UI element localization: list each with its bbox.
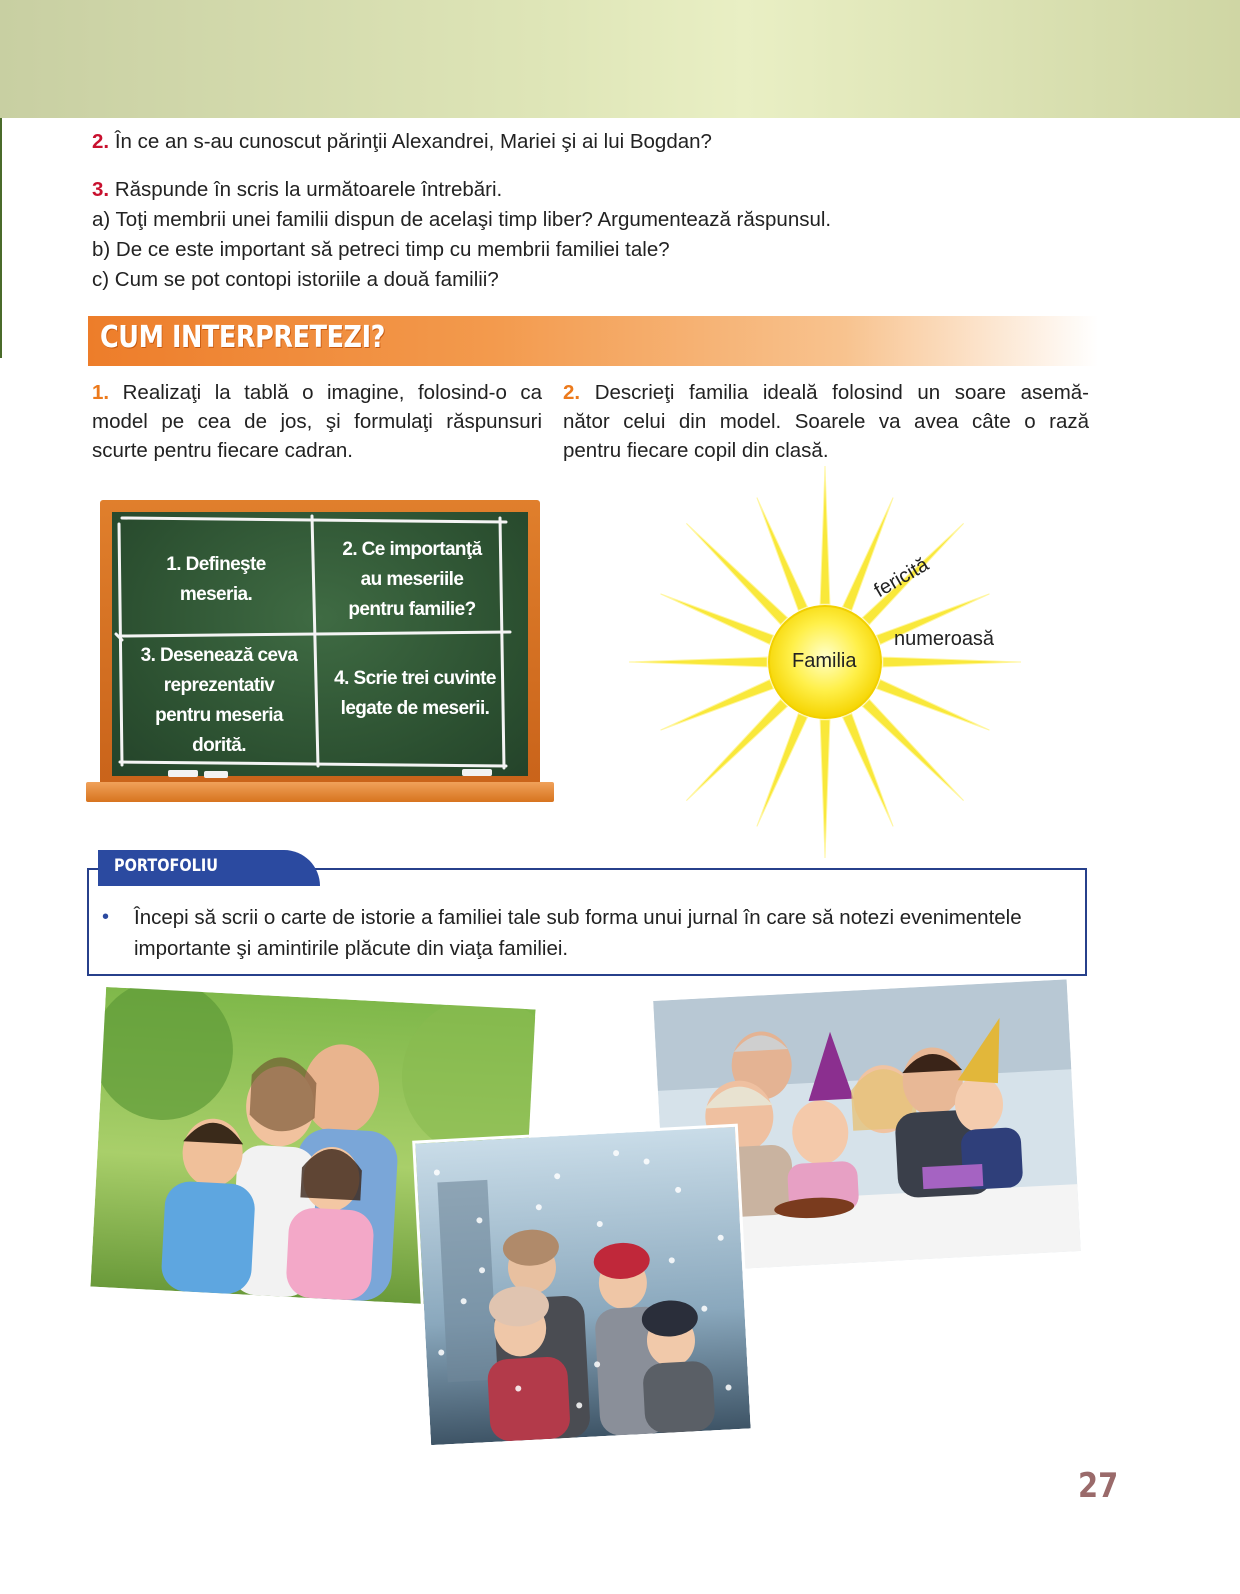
sun-diagram: [620, 460, 1030, 860]
question-3: [92, 175, 502, 205]
board-cell-3: [126, 641, 312, 761]
sun-ray-label-1: fericită: [870, 553, 933, 603]
photo-family-winter-image: [415, 1127, 750, 1445]
margin-rule: [0, 118, 2, 358]
sun-ray: [757, 714, 808, 827]
question-3c: c) Cum se pot contopi istoriile a două familii?: [92, 268, 499, 291]
exercise-1-number: 1.: [92, 381, 110, 404]
portfolio-line-1: Începi să scrii o carte de istorie a familiei tale sub forma unui jurnal în care să notezi evenimentele: [134, 906, 1022, 929]
sun-ray: [877, 680, 990, 731]
bullet-icon: •: [102, 906, 110, 928]
board-cell-2-line: au meseriile: [360, 569, 464, 590]
exercise-2-line-3: pentru fiecare copil din clasă.: [563, 439, 829, 462]
board-cell-4: [322, 664, 508, 724]
sun-ray: [820, 720, 830, 858]
question-3-number: 3.: [92, 178, 110, 201]
sun-ray: [629, 657, 767, 667]
sun-ray: [661, 680, 774, 731]
chalk-piece: [168, 770, 198, 777]
sun-ray: [757, 498, 808, 611]
board-cell-1-line: 1. Defineşte: [166, 554, 266, 575]
question-3a: a) Toţi membrii unei familii dispun de acelaşi timp liber? Argumentează răspunsul.: [92, 208, 832, 231]
sun-ray: [883, 657, 1021, 667]
portfolio-tab: [98, 850, 320, 886]
board-cell-4-line: 4. Scrie trei cuvinte: [334, 668, 496, 689]
sun-ray: [820, 466, 830, 604]
question-3b: b) De ce este important să petreci timp cu membrii familiei tale?: [92, 238, 670, 261]
sun-ray: [661, 594, 774, 645]
portfolio-text: [134, 902, 1022, 964]
exercise-1-text-1: Realizaţi la tablă o imagine, folosind-o ca: [122, 381, 543, 404]
chalkboard-ledge: [86, 782, 554, 802]
sun-center-label: Familia: [792, 650, 857, 672]
board-cell-1-line: meseria.: [179, 584, 253, 605]
exercise-2-line-2: nător celui din model. Soarele va avea câte o rază: [563, 410, 1089, 433]
board-cell-1: [128, 550, 304, 610]
board-cell-2-line: pentru familie?: [348, 599, 476, 620]
exercise-1-line-2: model pe cea de jos, şi formulaţi răspunsuri: [92, 410, 542, 433]
exercise-1: [92, 378, 542, 465]
question-2-number: 2.: [92, 130, 110, 153]
board-cell-2: [322, 535, 502, 625]
board-cell-3-line: pentru meseria: [155, 705, 283, 726]
question-3-text: Răspunde în scris la următoarele întrebări.: [114, 178, 503, 201]
board-cell-3-line: reprezentativ: [163, 675, 275, 696]
board-cell-2-line: 2. Ce importanţă: [342, 539, 482, 560]
sun-ray-label-2: numeroasă: [894, 628, 995, 650]
board-cell-4-line: legate de meserii.: [340, 698, 490, 719]
exercise-2-text-1: Descrieţi familia ideală folosind un soare asemă-: [594, 381, 1089, 404]
portfolio-line-2: importante şi amintirile plăcute din viaţa familiei.: [134, 937, 569, 960]
header-band: [0, 0, 1240, 118]
chalk-piece: [462, 769, 492, 776]
portfolio-tab-label: PORTOFOLIU: [114, 856, 218, 876]
exercise-1-line-3: scurte pentru fiecare cadran.: [92, 439, 353, 462]
exercise-1-line-1: [92, 378, 542, 407]
chalkboard: [86, 500, 554, 806]
section-banner: [88, 316, 1098, 366]
chalk-piece: [204, 771, 228, 778]
section-title: CUM INTERPRETEZI?: [100, 320, 386, 355]
board-cell-3-line: dorită.: [192, 735, 246, 756]
photo-family-winter: [412, 1124, 754, 1449]
exercise-2-line-1: [563, 378, 1089, 407]
question-2: [92, 127, 712, 157]
sun-ray: [843, 714, 894, 827]
page-number: 27: [1078, 1466, 1119, 1506]
exercise-2-number: 2.: [563, 381, 581, 404]
board-cell-3-line: 3. Desenează ceva: [140, 645, 298, 666]
question-2-text: În ce an s-au cunoscut părinţii Alexandrei, Mariei şi ai lui Bogdan?: [114, 130, 712, 153]
exercise-2: [563, 378, 1089, 465]
